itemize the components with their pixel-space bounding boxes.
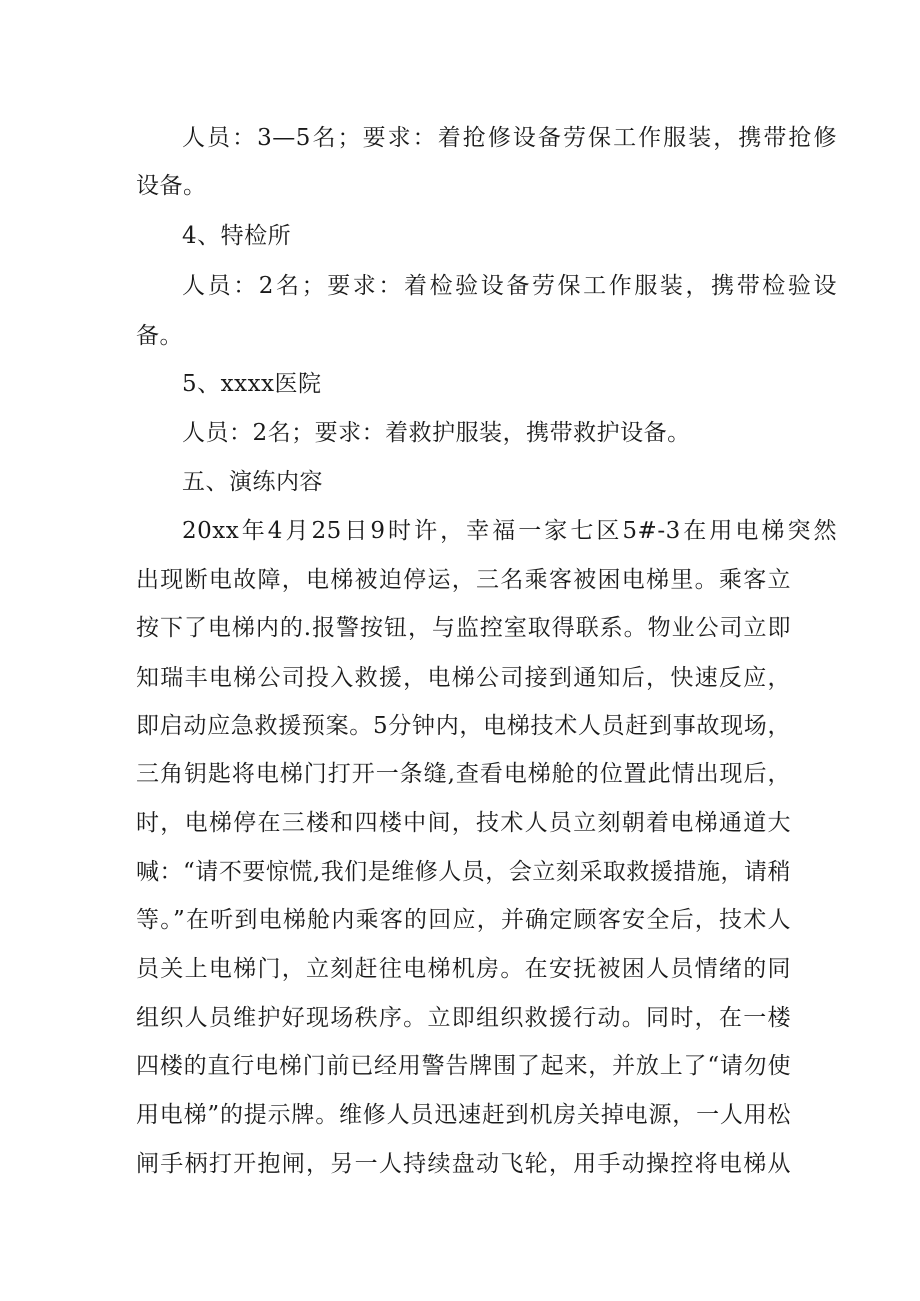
paragraph-line: 人员：2名；要求：着救护服装，携带救护设备。 [182,420,691,446]
paragraph-line: 人员：3—5名；要求：着抢修设备劳保工作服装，携带抢修 [182,125,837,151]
section-heading: 五、演练内容 [182,469,323,495]
paragraph-line: 等。”在听到电梯舱内乘客的回应，并确定顾客安全后，技术人 [136,907,791,933]
paragraph-line: 20xx年4月25日9时许，幸福一家七区5#-3在用电梯突然 [182,518,837,544]
paragraph-line: 闸手柄打开抱闸，另一人持续盘动飞轮，用手动操控将电梯从 [136,1151,791,1177]
paragraph-line: 时，电梯停在三楼和四楼中间，技术人员立刻朝着电梯通道大 [136,810,791,836]
section-heading: 5、xxxx医院 [182,371,322,397]
paragraph-line: 四楼的直行电梯门前已经用警告牌围了起来，并放上了“请勿使 [136,1053,791,1079]
paragraph-line: 用电梯”的提示牌。维修人员迅速赶到机房关掉电源，一人用松 [136,1102,791,1128]
section-heading: 4、特检所 [182,223,292,249]
paragraph-line: 三角钥匙将电梯门打开一条缝,查看电梯舱的位置此情出现后， [136,761,791,787]
paragraph-line: 知瑞丰电梯公司投入救援，电梯公司接到通知后，快速反应， [136,665,791,691]
paragraph-line: 备。 [136,323,183,349]
paragraph-line: 出现断电故障，电梯被迫停运，三名乘客被困电梯里。乘客立 [136,567,791,593]
paragraph-line: 按下了电梯内的.报警按钮，与监控室取得联系。物业公司立即 [136,615,791,641]
paragraph-line: 组织人员维护好现场秩序。立即组织救援行动。同时，在一楼 [136,1005,791,1031]
paragraph-line: 人员：2名；要求：着检验设备劳保工作服装，携带检验设 [182,273,837,299]
paragraph-line: 即启动应急救援预案。5分钟内，电梯技术人员赶到事故现场， [136,713,791,739]
paragraph-line: 设备。 [136,173,207,199]
paragraph-line: 喊：“请不要惊慌,我们是维修人员，会立刻采取救援措施，请稍 [136,859,791,885]
paragraph-line: 员关上电梯门，立刻赶往电梯机房。在安抚被困人员情绪的同 [136,956,791,982]
